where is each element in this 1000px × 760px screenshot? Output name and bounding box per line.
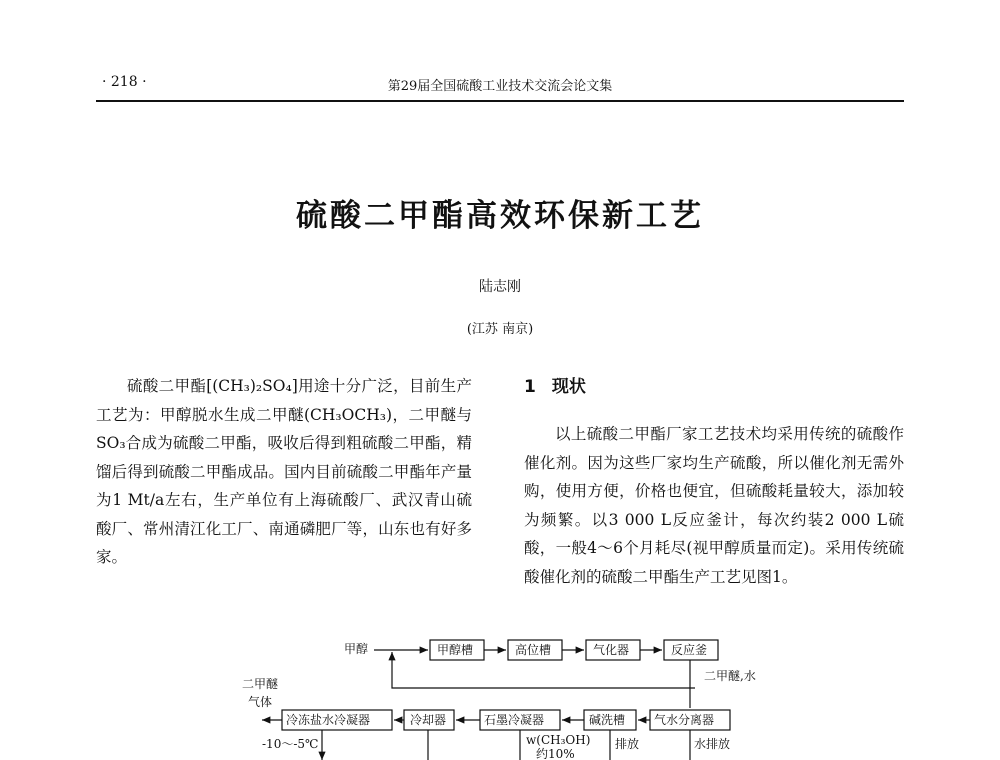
reactor-output-label: 二甲醚,水: [704, 669, 756, 683]
running-title: 第29届全国硫酸工业技术交流会论文集: [387, 79, 613, 94]
water-discharge-label: 水排放: [694, 737, 731, 751]
cooler-label: 冷却器: [410, 713, 447, 727]
methanol-fraction-value: 约10%: [536, 747, 575, 760]
graphite-condenser-label: 石墨冷凝器: [484, 713, 545, 727]
reactor-label: 反应釜: [671, 643, 708, 657]
page-header: [96, 70, 904, 102]
vaporizer-label: 气化器: [593, 643, 630, 657]
article-author: 陆志刚: [479, 279, 521, 295]
process-flow-diagram: [0, 630, 1000, 760]
temperature-label: -10～-5℃: [262, 737, 319, 751]
section-paragraph: 以上硫酸二甲酯厂家工艺技术均采用传统的硫酸作催化剂。因为这些厂家均生产硫酸，所以催化剂无需外购，使用方便，价格也便宜，但硫酸耗量较大，添加较为频繁。以3 000 L反应釜计，每次约装2 000 L硫酸，一般4～6个月耗尽(视甲醇质量而定)。采用传统硫酸催化剂的硫酸二甲酯生产工艺见图1。: [524, 425, 904, 586]
alkali-wash-tank-label: 碱洗槽: [589, 713, 626, 727]
article-affiliation: (江苏 南京): [466, 322, 534, 337]
brine-condenser-label: 冷冻盐水冷凝器: [286, 713, 371, 727]
input-methanol-label: 甲醇: [344, 642, 369, 656]
gas-label: 气体: [248, 695, 273, 709]
discharge-label: 排放: [615, 737, 640, 751]
section-title: 现状: [551, 377, 586, 397]
methanol-fraction-label: w(CH₃OH): [526, 733, 591, 747]
dme-label: 二甲醚: [242, 677, 279, 691]
methanol-tank-label: 甲醇槽: [437, 643, 474, 657]
intro-paragraph: 硫酸二甲酯[(CH₃)₂SO₄]用途十分广泛，目前生产工艺为：甲醇脱水生成二甲醚(CH₃OCH₃)，二甲醚与SO₃合成为硫酸二甲酯，吸收后得到粗硫酸二甲酯，精馏后得到硫酸二甲酯成品。国内目前硫酸二甲酯年产量为1 Mt/a左右，生产单位有上海硫酸厂、武汉青山硫酸厂、常州清江化工厂、南通磷肥厂等，山东也有好多家。: [96, 377, 472, 566]
section-number: 1: [524, 377, 536, 397]
page-number: · 218 ·: [102, 74, 147, 90]
section-heading: [524, 372, 586, 397]
gas-water-separator-label: 气水分离器: [654, 713, 715, 727]
article-title: 硫酸二甲酯高效环保新工艺: [296, 198, 704, 234]
high-level-tank-label: 高位槽: [515, 643, 552, 657]
